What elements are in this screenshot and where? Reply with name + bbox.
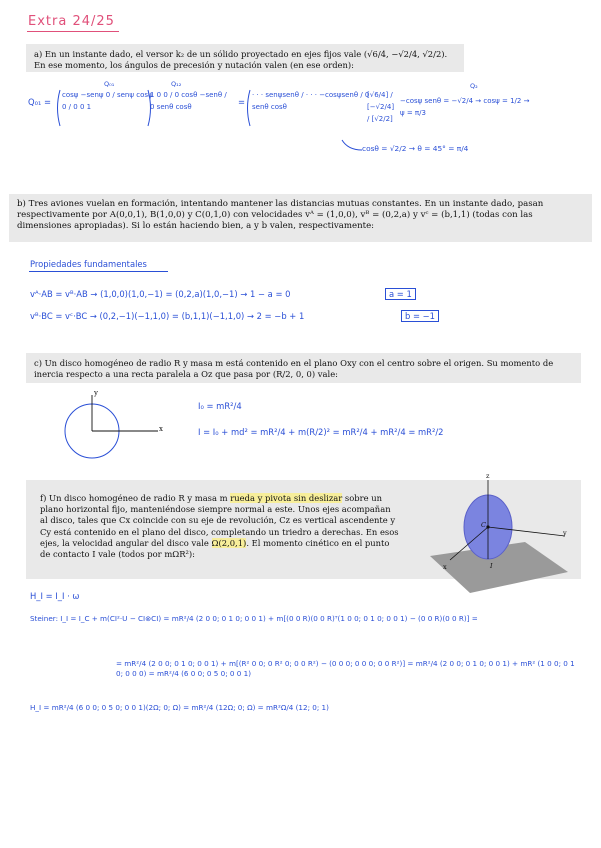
question-f-omega: Ω(2,0,1): [211, 537, 247, 548]
question-a: a) En un instante dado, el versor k₂ de un sólido proyectado en ejes fijos vale (√6/4, −√2/4, √2/2). En ese momento, los ángulos de precesión y nutación valen (en ese orden):: [26, 44, 464, 72]
c-line1: I₀ = mR²/4: [198, 401, 242, 411]
equals-a: =: [238, 97, 246, 107]
matrix-psi: cosψ −senψ 0 / senψ cosψ 0 / 0 0 1: [62, 91, 153, 111]
question-b: b) Tres aviones vuelan en formación, intentando mantener las distancias mutuas constantes. En un instante dado, pasan respectivamente por A(0,0,1), B(1,0,0) y C(0,1,0) con velocidades vᴬ = (1,0,0), vᴮ = (0,2,a) y vᶜ = (b,1,1) (todas con las dimensiones apropiadas). Si lo están haciendo bien, a y b valen, respectivamente:: [9, 194, 592, 242]
question-f-text-1: f) Un disco homogéneo de radio R y masa m: [40, 493, 231, 503]
note-q12: Q₁₂: [171, 80, 182, 88]
heading-b: Propiedades fundamentales: [30, 259, 147, 269]
fig-z-label: z: [486, 472, 490, 480]
fig-c-label: C: [481, 521, 486, 529]
axis-y-label: y: [94, 389, 98, 397]
f-line2: Steiner: I_I = I_C + m(CI²·U − CI⊗CI) = mR²/4 (2 0 0; 0 1 0; 0 0 1) + m[(0 0 R)(0 0 R)ᵀ(1 0 0; 0 1 0; 0 0 1) − (0 0 R)(0 0 R)] =: [30, 614, 478, 623]
question-f-text-3: . El momento cinético en el punto de contacto I vale (todos por mΩR²):: [40, 537, 390, 560]
fig-x-label: x: [443, 563, 447, 571]
label-q01: Q₀₁ =: [28, 97, 51, 107]
b-answer2: b = −1: [401, 310, 439, 322]
b-answer1: a = 1: [385, 288, 416, 300]
result-matrix: · · · senψsenθ / · · · −cosψsenθ / 0 senθ cosθ: [252, 91, 370, 111]
note-q01: Q₀₁: [104, 80, 115, 88]
b-line1: vᴬ·AB = vᴮ·AB → (1,0,0)(1,0,−1) = (0,2,a)(1,0,−1) → 1 − a = 0: [30, 289, 291, 299]
k-components: [√6/4] / [−√2/4] / [√2/2]: [367, 91, 395, 123]
f-line1: H_I = I_I · ω: [30, 591, 80, 601]
b-line2: vᴮ·BC = vᶜ·BC → (0,2,−1)(−1,1,0) = (b,1,1)(−1,1,0) → 2 = −b + 1: [30, 311, 305, 321]
c-line2: I = I₀ + md² = mR²/4 + m(R/2)² = mR²/4 + mR²/4 = mR²/2: [198, 427, 444, 437]
f-line4: H_I = mR²/4 (6 0 0; 0 5 0; 0 0 1)(2Ω; 0; Ω) = mR²/4 (12Ω; 0; Ω) = mR²Ω/4 (12; 0; 1): [30, 703, 329, 712]
matrix-theta: 1 0 0 / 0 cosθ −senθ / 0 senθ cosθ: [150, 91, 227, 111]
f-line3: = mR²/4 (2 0 0; 0 1 0; 0 0 1) + m[(R² 0 0; 0 R² 0; 0 0 R²) − (0 0 0; 0 0 0; 0 0 R²)] = mR²/4 (2 0 0; 0 1 0; 0 0 1) + mR² (1 0 0; 0 1 0; 0 0 0) = mR²/4 (6 0 0; 0 5 0; 0 0 1): [116, 659, 575, 678]
note-q2: Q₂: [470, 82, 478, 90]
question-f-text-2: sobre un plano horizontal fijo, manteniéndose siempre normal a este. Unos ejes acompañan al disco, tales que Cx coincide con su eje de revolución, Cz es vertical ascendente y Cy está contenido en el plano del disco, completando un triedro a derechas. En esos ejes, la velocidad angular del disco vale: [40, 493, 399, 548]
eq-theta: cosθ = √2/2 → θ = 45° = π/4: [362, 144, 469, 153]
question-f-highlight: rueda y pivota sin deslizar: [230, 493, 343, 503]
eq-psi: −cosψ senθ = −√2/4 → cosψ = 1/2 → ψ = π/3: [400, 97, 530, 117]
page-title: Extra 24/25: [28, 14, 115, 29]
fig-i-label: I: [490, 562, 493, 570]
axis-x-label: x: [159, 425, 163, 433]
fig-y-label: y: [563, 529, 567, 537]
question-c: c) Un disco homogéneo de radio R y masa m está contenido en el plano Oxy con el centro sobre el origen. Su momento de inercia respecto a una recta paralela a Oz que pasa por (R/2, 0, 0) vale:: [26, 353, 581, 383]
